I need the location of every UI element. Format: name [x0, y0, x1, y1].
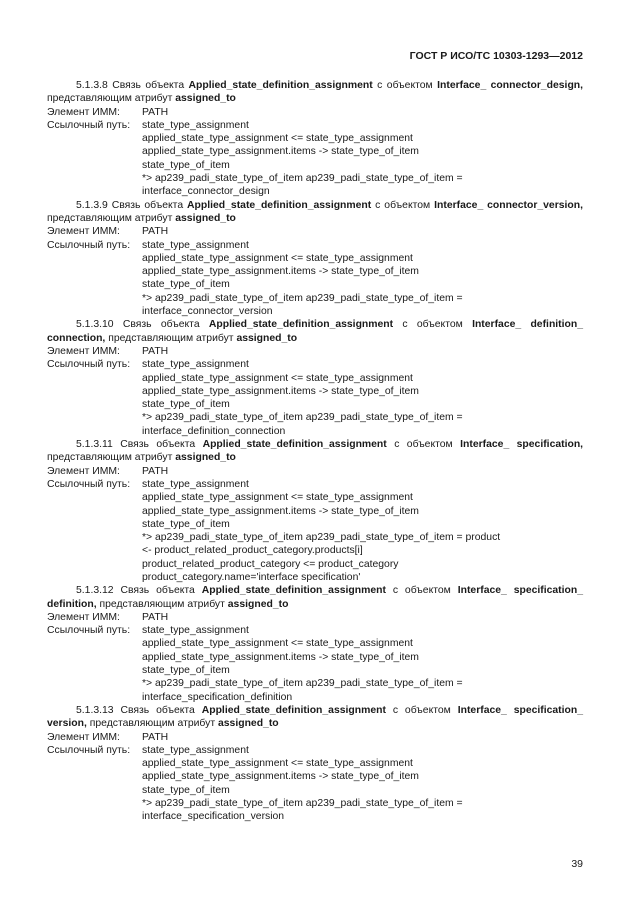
path-line: interface_definition_connection	[142, 425, 286, 437]
path-row	[47, 358, 583, 371]
entity-name: Applied_state_definition_assignment	[187, 199, 372, 211]
path-line: *> ap239_padi_state_type_of_item ap239_padi_state_type_of_item =	[142, 412, 463, 424]
section-title	[47, 318, 583, 331]
path-line: applied_state_type_assignment.items -> state_type_of_item	[142, 651, 419, 663]
section-title	[47, 584, 583, 597]
path-label: Ссылочный путь:	[47, 625, 131, 637]
mapping-section	[47, 199, 583, 319]
section-text: представляющим атрибут	[47, 452, 173, 464]
path-line: state_type_of_item	[142, 518, 230, 530]
path-row	[47, 119, 583, 132]
section-text: с объектом	[392, 585, 451, 597]
path-line: state_type_assignment	[142, 119, 249, 131]
element-label: Элемент ИММ:	[47, 611, 120, 623]
mapping-section	[47, 79, 583, 199]
section-title-continued	[47, 332, 583, 345]
path-line: state_type_assignment	[142, 625, 249, 637]
section-number: 5.1.3.12	[76, 585, 114, 597]
target-entity-name: Interface_ specification_	[457, 585, 584, 597]
element-value: PATH	[142, 226, 169, 238]
section-number: 5.1.3.11	[76, 439, 113, 451]
section-text: с объектом	[377, 80, 433, 91]
section-text: Связь объекта	[120, 585, 195, 597]
path-line: interface_connector_design	[142, 186, 270, 198]
target-entity-name: Interface_ specification,	[460, 439, 584, 451]
path-row	[47, 478, 583, 491]
attribute-name: assigned_to	[175, 452, 236, 464]
path-row	[47, 239, 583, 252]
entity-name: Applied_state_definition_assignment	[201, 704, 386, 716]
element-label: Элемент ИММ:	[47, 226, 120, 238]
path-line: product_category.name='interface specification'	[142, 571, 361, 583]
path-line: state_type_assignment	[142, 478, 249, 490]
path-line: applied_state_type_assignment <= state_type_assignment	[142, 252, 413, 264]
path-line: state_type_assignment	[142, 359, 249, 371]
path-line: *> ap239_padi_state_type_of_item ap239_padi_state_type_of_item = product	[142, 532, 501, 544]
section-title-continued	[47, 92, 583, 105]
section-text: с объектом	[402, 319, 463, 331]
element-value: PATH	[142, 731, 169, 743]
path-label: Ссылочный путь:	[47, 359, 131, 371]
path-row	[47, 624, 583, 637]
mapping-section	[47, 438, 583, 584]
path-label: Ссылочный путь:	[47, 119, 131, 131]
path-line: *> ap239_padi_state_type_of_item ap239_padi_state_type_of_item =	[142, 678, 463, 690]
section-title-continued	[47, 598, 583, 611]
target-entity-name: Interface_ connector_version,	[434, 199, 584, 211]
section-title	[47, 704, 583, 717]
path-line: *> ap239_padi_state_type_of_item ap239_padi_state_type_of_item =	[142, 173, 463, 185]
element-value: PATH	[142, 611, 169, 623]
target-entity-name-continued: definition,	[47, 598, 97, 610]
section-text: с объектом	[394, 439, 453, 451]
path-line: applied_state_type_assignment <= state_type_assignment	[142, 492, 413, 504]
element-label: Элемент ИММ:	[47, 345, 120, 357]
section-text: с объектом	[375, 199, 431, 211]
section-number: 5.1.3.13	[76, 704, 114, 716]
path-line: state_type_of_item	[142, 784, 230, 796]
section-text: Связь объекта	[112, 80, 185, 91]
path-line: applied_state_type_assignment.items -> state_type_of_item	[142, 266, 419, 278]
attribute-name: assigned_to	[236, 332, 298, 344]
document-header: ГОСТ Р ИСО/ТС 10303-1293—2012	[409, 50, 583, 62]
element-label: Элемент ИММ:	[47, 465, 120, 477]
entity-name: Applied_state_definition_assignment	[188, 80, 373, 91]
section-text: представляющим атрибут	[89, 718, 216, 730]
attribute-name: assigned_to	[218, 718, 279, 730]
mapping-section	[47, 584, 583, 704]
element-row	[47, 465, 583, 478]
section-text: представляющим атрибут	[47, 93, 173, 105]
entity-name: Applied_state_definition_assignment	[208, 319, 394, 331]
path-label: Ссылочный путь:	[47, 239, 131, 251]
section-title	[47, 199, 583, 212]
path-line: state_type_of_item	[142, 399, 230, 411]
path-label: Ссылочный путь:	[47, 744, 131, 756]
path-line: product_related_product_category <= product_category	[142, 558, 399, 570]
path-line: applied_state_type_assignment <= state_type_assignment	[142, 133, 413, 145]
target-entity-name-continued: connection,	[47, 332, 106, 344]
path-line: *> ap239_padi_state_type_of_item ap239_padi_state_type_of_item =	[142, 292, 463, 304]
target-entity-name: Interface_ definition_	[472, 319, 583, 331]
path-line: applied_state_type_assignment.items -> state_type_of_item	[142, 146, 419, 158]
section-text: с объектом	[392, 704, 451, 716]
section-number: 5.1.3.10	[76, 319, 114, 331]
path-line: interface_specification_definition	[142, 691, 293, 703]
section-title	[47, 79, 583, 92]
entity-name: Applied_state_definition_assignment	[202, 439, 387, 451]
element-value: PATH	[142, 465, 169, 477]
element-value: PATH	[142, 106, 169, 118]
path-line: applied_state_type_assignment <= state_type_assignment	[142, 758, 413, 770]
section-text: Связь объекта	[111, 199, 184, 211]
path-line: applied_state_type_assignment.items -> state_type_of_item	[142, 771, 419, 783]
path-line: state_type_of_item	[142, 665, 230, 677]
section-title-continued	[47, 717, 583, 730]
element-label: Элемент ИММ:	[47, 106, 120, 118]
attribute-name: assigned_to	[175, 212, 236, 224]
element-row	[47, 106, 583, 119]
element-row	[47, 611, 583, 624]
section-text: Связь объекта	[122, 319, 200, 331]
section-number: 5.1.3.8	[76, 80, 108, 91]
section-text: представляющим атрибут	[99, 598, 225, 610]
path-line: applied_state_type_assignment <= state_type_assignment	[142, 372, 413, 384]
path-line: interface_specification_version	[142, 811, 285, 823]
page-number: 39	[571, 858, 583, 870]
section-text: Связь объекта	[120, 439, 196, 451]
section-title-continued	[47, 451, 583, 464]
path-row	[47, 744, 583, 757]
mapping-section	[47, 704, 583, 824]
element-row	[47, 345, 583, 358]
target-entity-name: Interface_ specification_	[457, 704, 584, 716]
path-line: interface_connector_version	[142, 306, 273, 318]
section-text: Связь объекта	[120, 704, 195, 716]
document-content	[47, 79, 583, 824]
path-line: state_type_assignment	[142, 744, 249, 756]
path-line: <- product_related_product_category.products[i]	[142, 545, 363, 557]
section-text: представляющим атрибут	[47, 212, 173, 224]
attribute-name: assigned_to	[175, 93, 236, 105]
path-line: state_type_of_item	[142, 159, 230, 171]
path-line: applied_state_type_assignment.items -> state_type_of_item	[142, 385, 419, 397]
attribute-name: assigned_to	[227, 598, 289, 610]
element-value: PATH	[142, 345, 169, 357]
path-line: *> ap239_padi_state_type_of_item ap239_padi_state_type_of_item =	[142, 798, 463, 810]
path-label: Ссылочный путь:	[47, 478, 131, 490]
section-text: представляющим атрибут	[108, 332, 234, 344]
target-entity-name-continued: version,	[47, 718, 87, 730]
element-label: Элемент ИММ:	[47, 731, 120, 743]
path-line: applied_state_type_assignment.items -> state_type_of_item	[142, 505, 419, 517]
path-line: applied_state_type_assignment <= state_type_assignment	[142, 638, 413, 650]
path-line: state_type_of_item	[142, 279, 230, 291]
element-row	[47, 731, 583, 744]
section-number: 5.1.3.9	[76, 199, 108, 211]
target-entity-name: Interface_ connector_design,	[437, 80, 584, 91]
path-line: state_type_assignment	[142, 239, 249, 251]
element-row	[47, 225, 583, 238]
section-title	[47, 438, 583, 451]
mapping-section	[47, 318, 583, 438]
entity-name: Applied_state_definition_assignment	[201, 585, 386, 597]
section-title-continued	[47, 212, 583, 225]
